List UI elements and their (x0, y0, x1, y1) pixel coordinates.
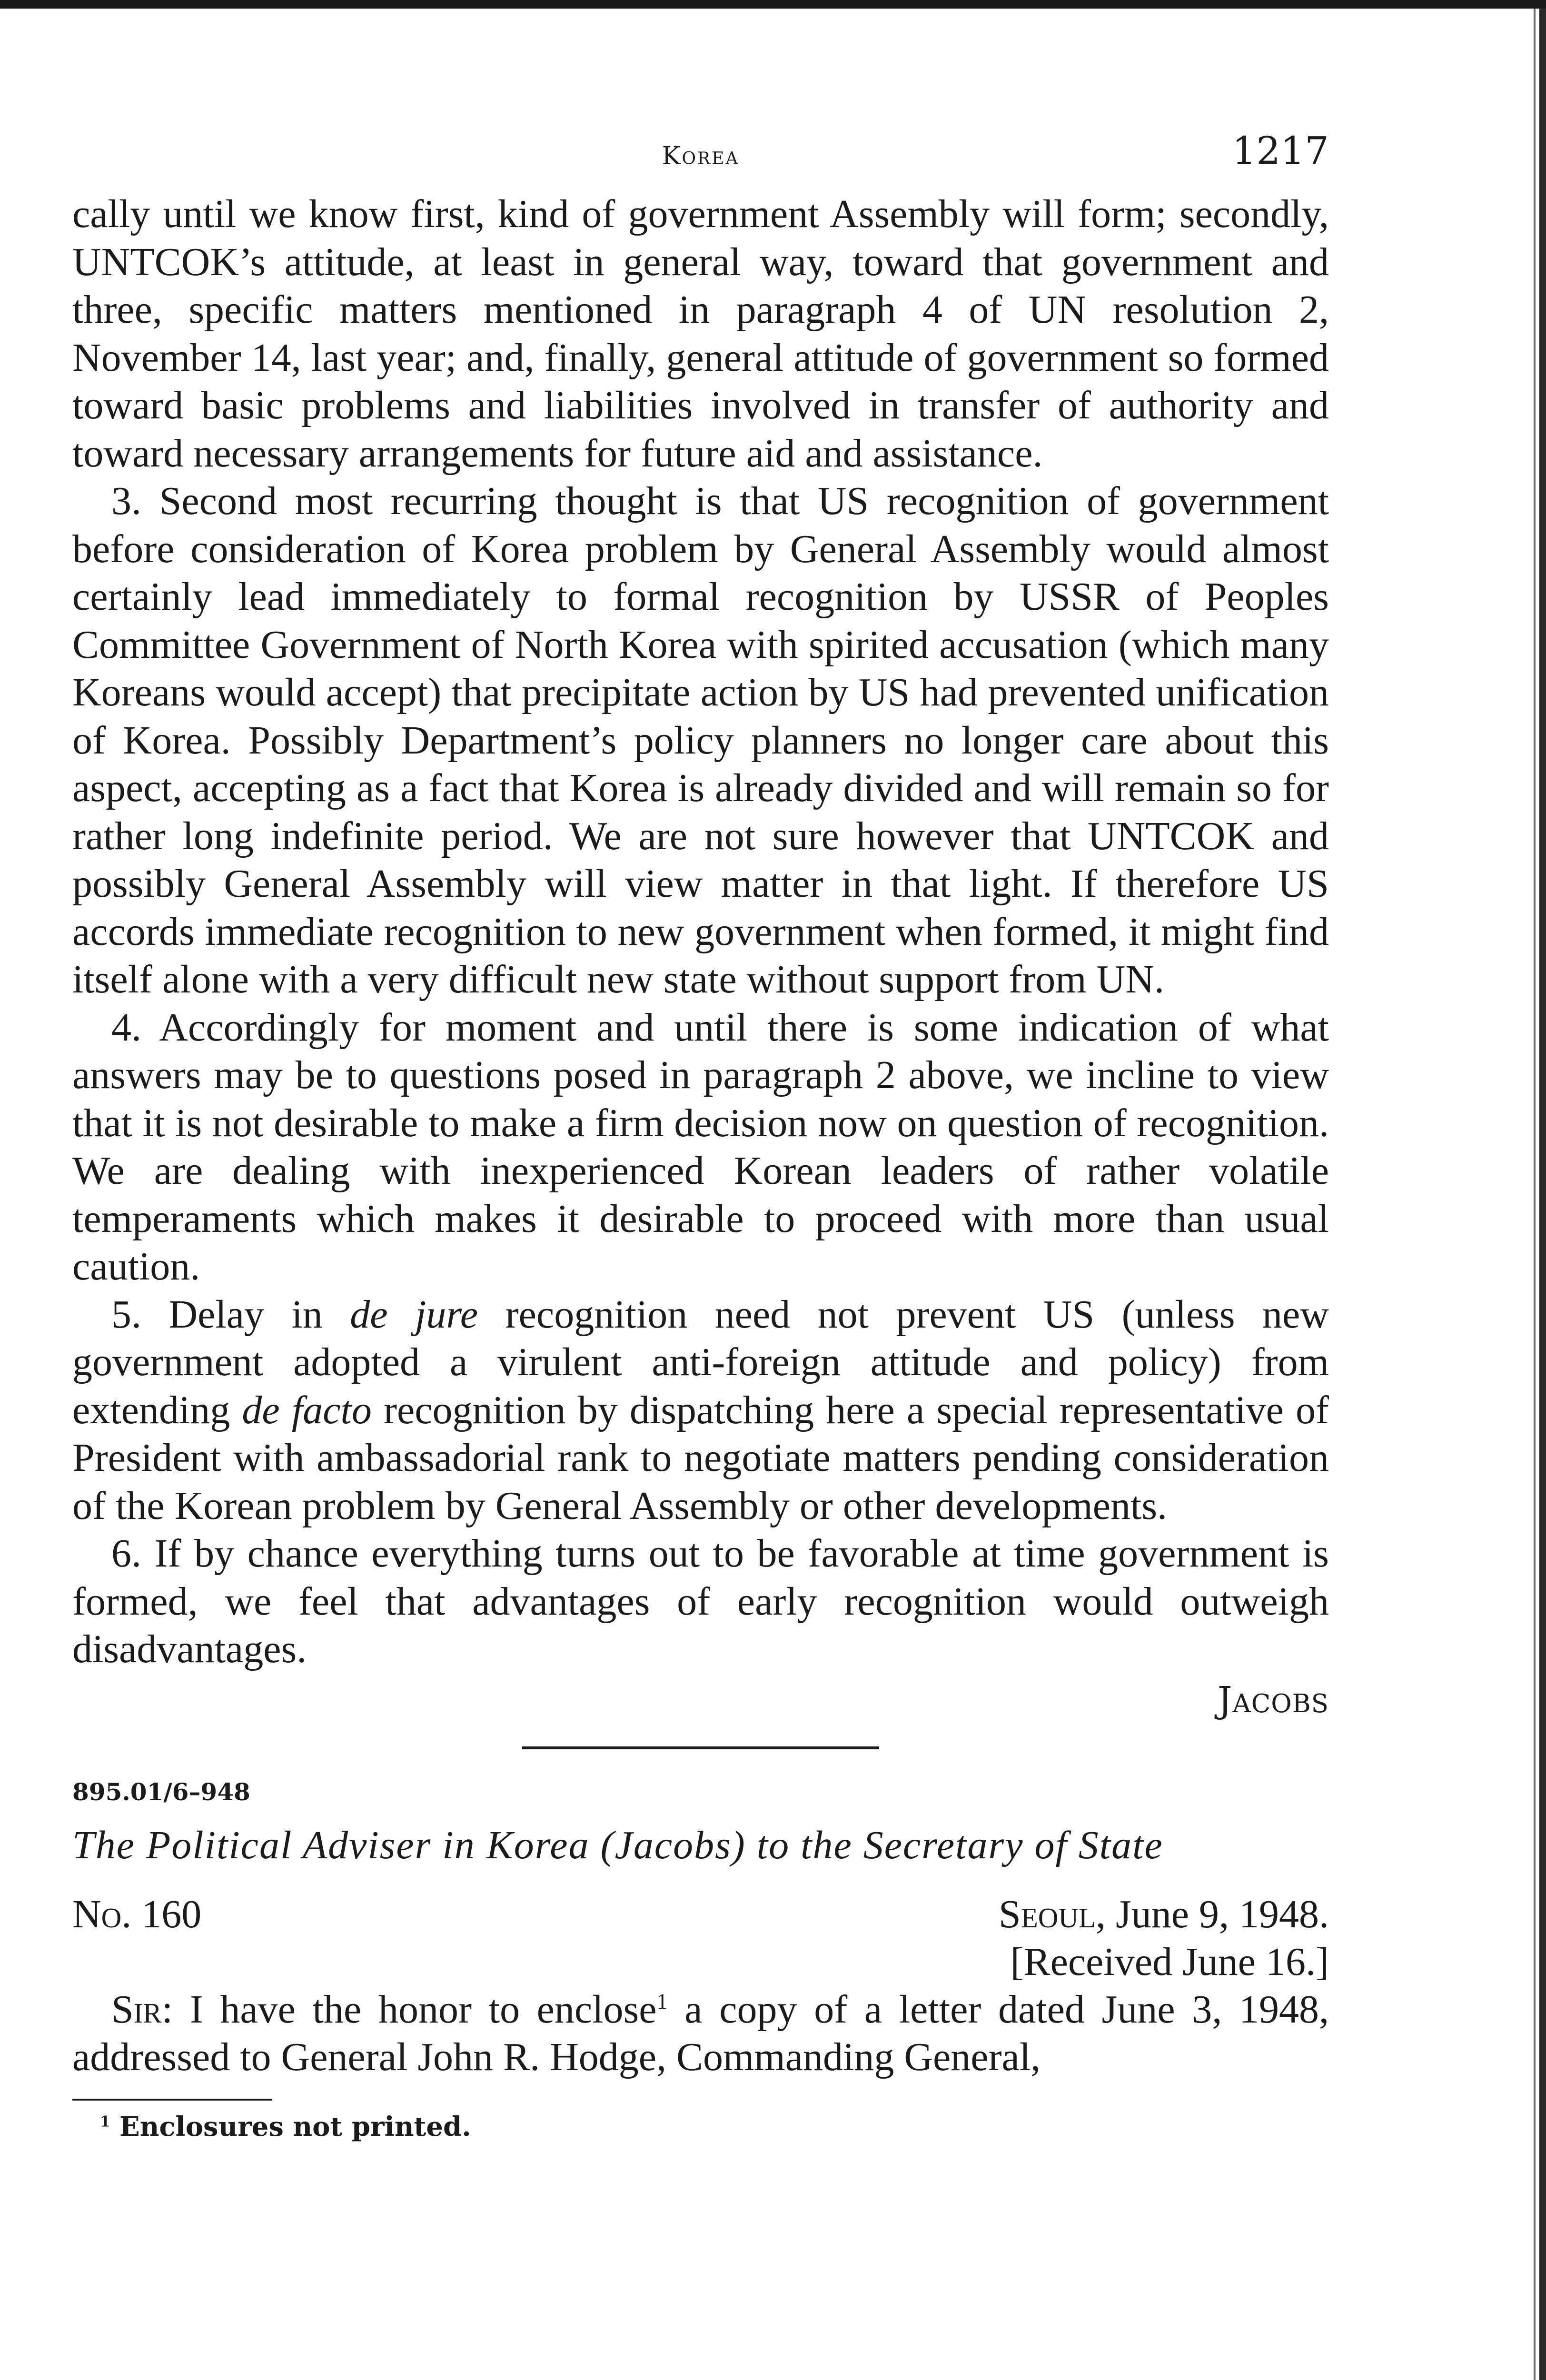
running-header (72, 129, 1329, 171)
signature: Jacobs (1217, 1678, 1329, 1721)
right-page-edge (1539, 9, 1546, 2380)
right-page-edge-line (1534, 9, 1536, 2380)
paragraph-continued: cally until we know first, kind of government Assembly will form; secondly, UNTCOK’s attitude, at least in general way, toward that government and three, specific matters mentioned in paragraph 4 of UN resolution 2, November 14, last year; and, finally, general attitude of government so formed toward basic problems and liabilities involved in transfer of authority and toward necessary arrangements for future aid and assistance. (72, 192, 1329, 476)
de-jure-term: de jure (350, 1292, 478, 1337)
paragraph-5-part-c: recognition by dispatching here a special representative of President with ambassadorial rank to negotiate matters pending consideration of the Korean problem by General Assembly or other developments. (72, 1388, 1329, 1528)
file-number: 895.01/6–948 (72, 1777, 250, 1806)
paragraph-5-part-b: recognition need not prevent US (unless new government adopted a virulent anti-foreign attitude and policy) from extending (72, 1292, 1329, 1432)
footnote-text: Enclosures not printed. (119, 2111, 471, 2142)
page-number: 1217 (1232, 129, 1329, 173)
place: Seoul, (999, 1892, 1106, 1936)
dateline (72, 1891, 1329, 1986)
document-title: The Political Adviser in Korea (Jacobs) to the Secretary of State (72, 1823, 1163, 1867)
document-number-value: 160 (141, 1892, 202, 1936)
date: June 9, 1948. (1116, 1892, 1329, 1936)
received-date: [Received June 16.] (1010, 1939, 1329, 1984)
document-number (72, 1891, 201, 1938)
salutation: Sir: (111, 1987, 173, 2032)
body-text (72, 190, 1329, 1674)
letter-body (72, 1986, 1329, 2082)
footnote (72, 2111, 1329, 2142)
letter-opening-part-b: a copy of a letter dated June 3, 1948, addressed to General John R. Hodge, Commanding General, (72, 1987, 1329, 2079)
section-divider (522, 1746, 879, 1749)
de-facto-term: de facto (242, 1388, 372, 1432)
letter-opening-part-a: I have the honor to enclose (189, 1987, 657, 2032)
paragraph-3: 3. Second most recurring thought is that US recognition of government before consideration of Korea problem by General Assembly would almost certainly lead immediately to formal recognition by USSR of Peoples Committee Government of North Korea with spirited accusation (which many Koreans would accept) that precipitate action by US had prevented unification of Korea. Possibly Department’s policy planners no longer care about this aspect, accepting as a fact that Korea is already divided and will remain so for rather long indefinite period. We are not sure however that UNTCOK and possibly General Assembly will view matter in that light. If therefore US accords immediate recognition to new government when formed, it might find itself alone with a very difficult new state without support from UN. (72, 479, 1329, 1002)
running-title: Korea (662, 142, 740, 170)
place-and-date (999, 1891, 1329, 1938)
footnote-marker: 1 (100, 2112, 110, 2130)
paragraph-5-part-a: 5. Delay in (111, 1292, 323, 1337)
paragraph-6: 6. If by chance everything turns out to be favorable at time government is formed, we feel that advantages of early recognition would outweigh disadvantages. (72, 1531, 1329, 1671)
footnote-divider (72, 2099, 272, 2101)
document-number-prefix: No. (72, 1892, 132, 1936)
footnote-reference: 1 (656, 1989, 668, 2013)
top-edge-rule (0, 0, 1546, 9)
paragraph-5 (72, 1291, 1329, 1530)
letter-opening (72, 1986, 1329, 2082)
page-content (72, 129, 1329, 2142)
paragraph-4: 4. Accordingly for moment and until there is some indication of what answers may be to questions posed in paragraph 2 above, we incline to view that it is not desirable to make a firm decision now on question of recognition. We are dealing with inexperienced Korean leaders of rather volatile temperaments which makes it desirable to proceed with more than usual caution. (72, 1005, 1329, 1289)
